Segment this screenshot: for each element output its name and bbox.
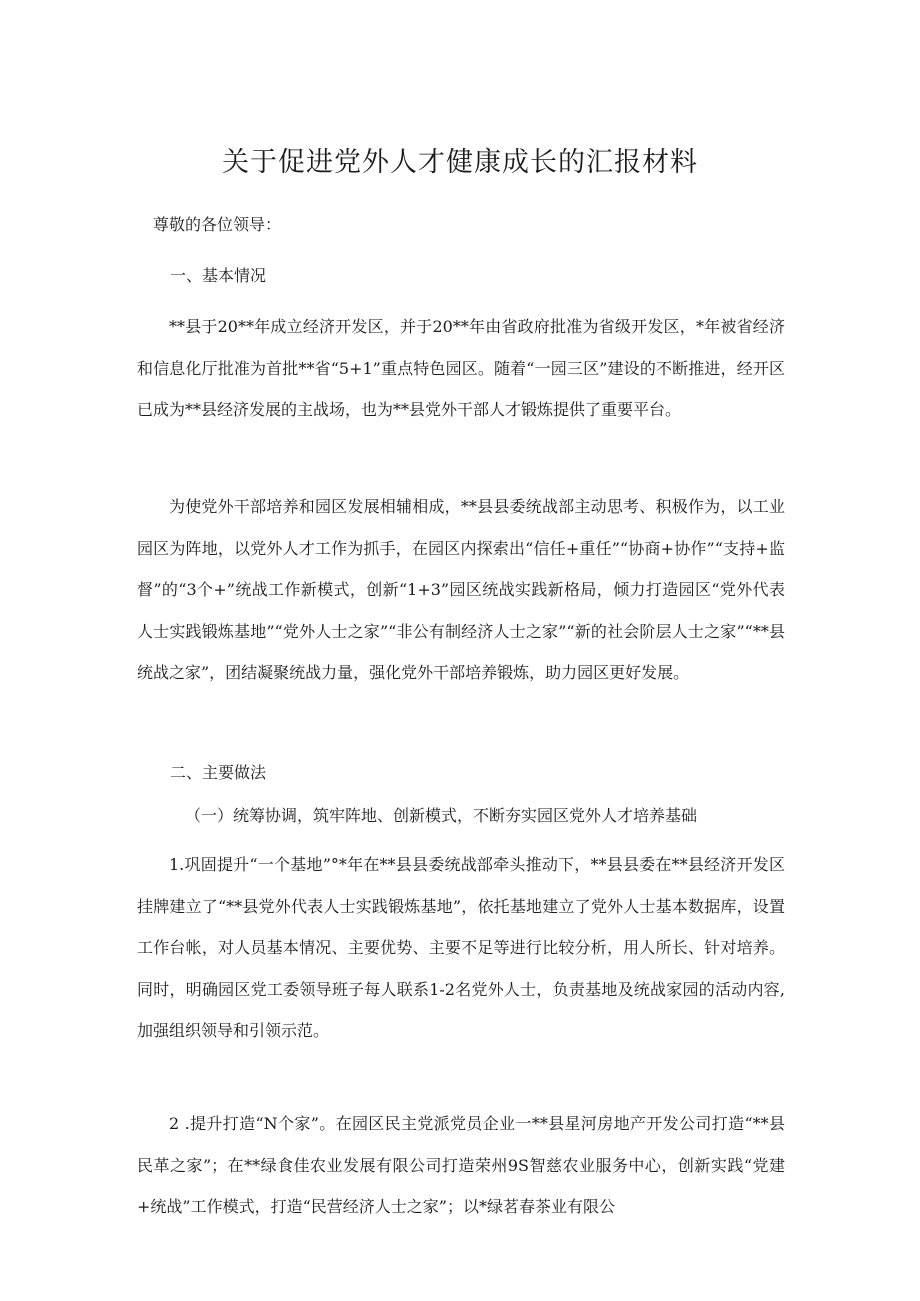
list-item-one-base: 1.巩固提升“一个基地”°*年在**县县委统战部牵头推动下，**县县委在**县经济开发区挂牌建立了“**县党外代表人士实践锻炼基地”，依托基地建立了党外人士基本数据库，设置工作台帐，对人员基本情况、主要优势、主要不足等进行比较分析，用人所长、针对培养。同时，明确园区党工委领导班子每人联系1-2名党外人士，负责基地及统战家园的活动内容,加强组织领导和引领示范。 [137, 855, 785, 1040]
list-item-n-homes: 2 .提升打造“N个家”。在园区民主党派党员企业一**县星河房地产开发公司打造“**县民革之家”；在**绿食佳农业发展有限公司打造荣州9S智慈农业服务中心，创新实践“党建+统战”工作模式，打造“民营经济人士之家”；以*绿茗春茶业有限公 [137, 1114, 785, 1216]
document-title: 关于促进党外人才健康成长的汇报材料 [222, 147, 698, 178]
section-heading-main-practices: 二、主要做法 [170, 763, 267, 782]
section-heading-basic-situation: 一、基本情况 [170, 266, 267, 285]
paragraph-basic-situation-2: 为使党外干部培养和园区发展相辅相成，**县县委统战部主动思考、积极作为，以工业园区为阵地，以党外人才工作为抓手，在园区内探索出“信任+重任”“协商+协作”“支持+监督”的“3个+”统战工作新模式，创新“1+3”园区统战实践新格局，倾力打造园区“党外代表人士实践锻炼基地”“党外人士之家”“非公有制经济人士之家”“新的社会阶层人士之家”“**县统战之家”，团结凝聚统战力量，强化党外干部培养锻炼，助力园区更好发展。 [137, 497, 785, 682]
subsection-heading-1: （一）统筹协调，筑牢阵地、创新模式，不断夯实园区党外人才培养基础 [185, 806, 698, 825]
salutation: 尊敬的各位领导： [153, 215, 282, 234]
paragraph-basic-situation-1: **县于20**年成立经济开发区，并于20**年由省政府批准为省级开发区，*年被省经济和信息化厅批准为首批**省“5+1”重点特色园区。随着“一园三区”建设的不断推进，经开区已成为**县经济发展的主战场，也为**县党外干部人才锻炼提供了重要平台。 [137, 317, 785, 419]
